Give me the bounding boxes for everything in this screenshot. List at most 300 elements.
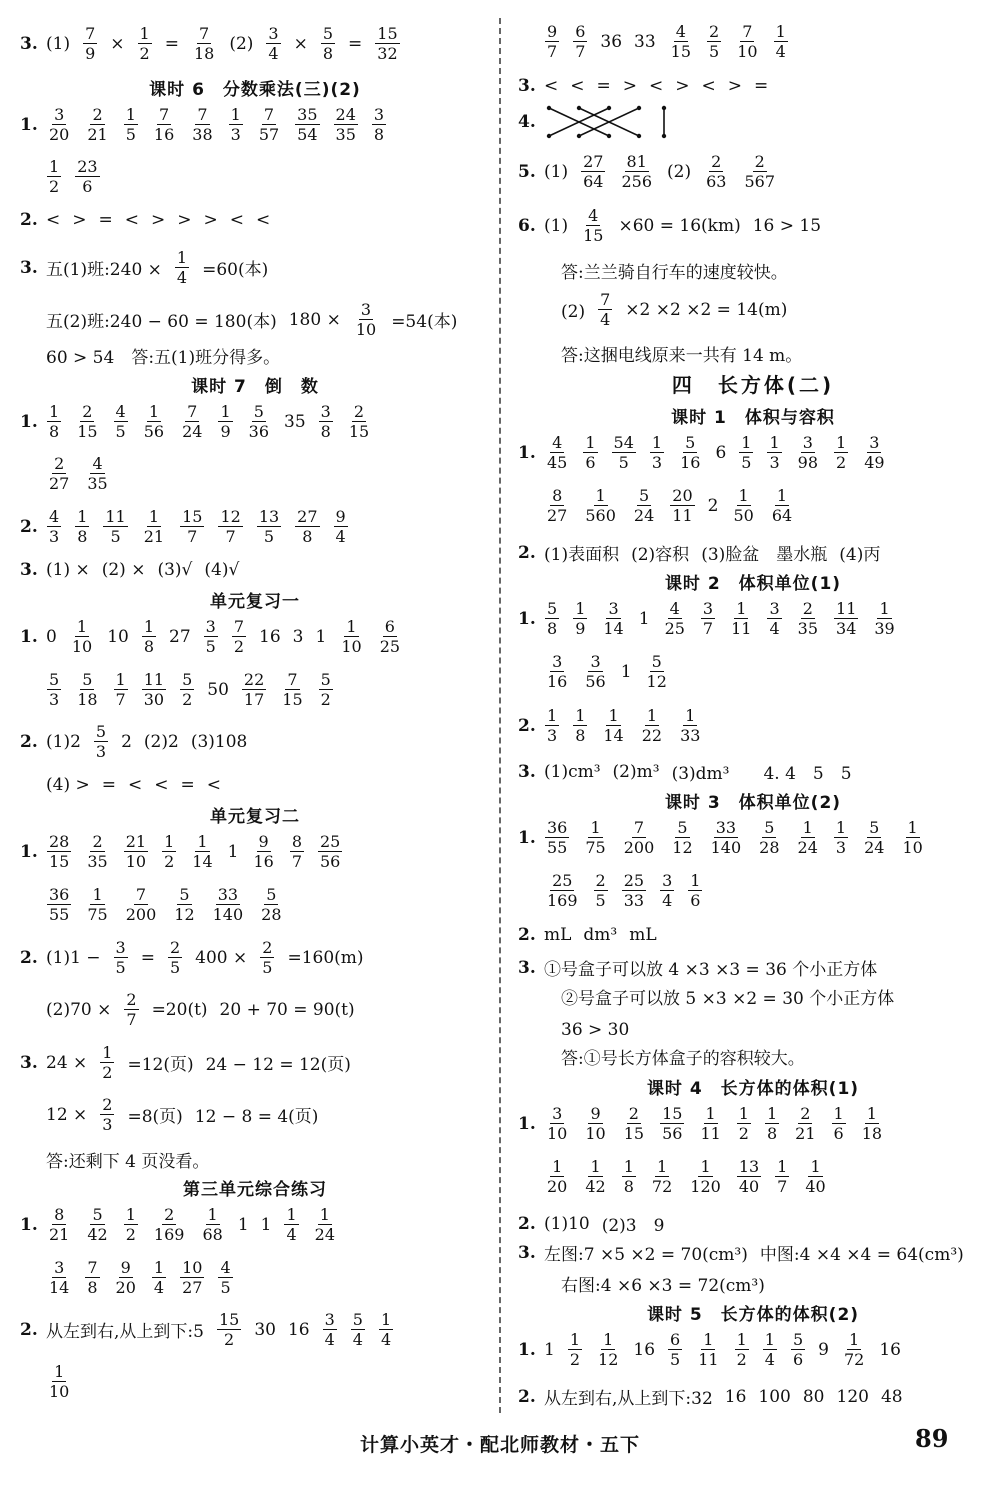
answer-row <box>518 1240 976 1265</box>
answer-item <box>760 1240 964 1265</box>
fraction <box>319 670 333 709</box>
fraction <box>70 617 94 656</box>
answer-item <box>734 22 760 61</box>
answer-items <box>46 832 355 871</box>
fraction <box>619 152 654 191</box>
denominator: 4 <box>352 1330 363 1349</box>
answer-row <box>20 1362 84 1401</box>
question-number: 3. <box>518 957 536 978</box>
numerator: 5 <box>869 818 880 837</box>
answer-text: 24 − 12 = 12(页) <box>205 1055 351 1075</box>
denominator: 3 <box>49 527 60 546</box>
answer-item <box>572 706 588 745</box>
denominator: 10 <box>125 852 147 871</box>
fraction <box>172 885 196 924</box>
answer-item <box>754 76 768 96</box>
answer-text: 180 × <box>288 309 341 330</box>
answer-item <box>46 560 90 580</box>
numerator: 5 <box>685 433 696 452</box>
answer-text: (2)70 × <box>46 999 112 1020</box>
answer-items <box>46 1205 350 1244</box>
numerator: 2 <box>82 402 93 421</box>
answer-text: 100 <box>758 1386 791 1407</box>
numerator: 3 <box>268 24 279 43</box>
numerator: 1 <box>346 617 357 636</box>
answer-item <box>46 255 162 280</box>
answer-item <box>102 560 146 580</box>
denominator: 6 <box>585 453 596 472</box>
answer-text: =8(页) <box>127 1107 183 1127</box>
denominator: 57 <box>258 125 280 144</box>
answer-item <box>137 24 153 63</box>
answer-item <box>157 560 192 580</box>
answer-items <box>544 1044 817 1069</box>
numerator: 9 <box>590 1104 601 1123</box>
fraction <box>75 670 99 709</box>
answer-text: 答:①号长方体盒子的容积较大。 <box>544 1049 805 1069</box>
numerator: 5 <box>638 486 650 505</box>
answer-item <box>649 76 663 96</box>
numerator: 1 <box>833 1104 844 1123</box>
answer-items <box>46 248 280 287</box>
fraction <box>372 105 386 144</box>
fraction <box>775 1157 789 1196</box>
numerator: 7 <box>633 818 645 837</box>
answer-item <box>544 341 802 366</box>
answer-text: 2 <box>121 731 132 752</box>
denominator: 55 <box>547 838 568 857</box>
denominator: 3 <box>769 453 780 472</box>
answer-item <box>206 1050 351 1075</box>
answer-text: (1)2 <box>46 731 81 752</box>
answer-item <box>738 433 754 472</box>
answer-text: > <box>151 210 166 230</box>
numerator: 7 <box>158 105 170 124</box>
numerator: 5 <box>253 402 264 421</box>
numerator: 25 <box>552 871 573 890</box>
answer-item <box>113 1258 139 1297</box>
answer-text: (1) <box>544 215 569 236</box>
fraction <box>545 22 559 61</box>
numerator: 36 <box>49 885 70 904</box>
answer-item <box>228 105 244 144</box>
fraction <box>152 1205 187 1244</box>
column-divider <box>499 18 501 1413</box>
numerator: 7 <box>287 670 298 689</box>
numerator: 5 <box>320 670 331 689</box>
answer-item <box>570 76 584 96</box>
fraction <box>862 818 886 857</box>
answer-text: 1 <box>544 1339 555 1360</box>
answer-text: 2 <box>707 495 719 516</box>
answer-row <box>20 1043 363 1082</box>
denominator: 4 <box>286 1225 297 1244</box>
answer-item <box>74 670 100 709</box>
answer-item <box>261 1215 272 1235</box>
numerator: 2 <box>54 454 65 473</box>
answer-item <box>246 402 272 441</box>
answer-text: < <box>154 775 169 795</box>
denominator: 3 <box>49 690 60 709</box>
numerator: 5 <box>677 818 688 837</box>
section-heading <box>20 75 490 100</box>
answer-item <box>84 1205 110 1244</box>
fraction <box>668 1330 682 1369</box>
numerator: 6 <box>575 22 586 41</box>
answer-item <box>677 706 703 745</box>
question-number: 2. <box>20 516 38 537</box>
answer-row <box>518 433 900 472</box>
denominator: 14 <box>49 1278 70 1297</box>
fraction <box>259 885 283 924</box>
denominator: 56 <box>662 1124 683 1143</box>
answer-text: < <box>124 210 139 230</box>
answer-item <box>217 402 233 441</box>
answer-item <box>46 507 62 546</box>
answer-item <box>631 486 657 525</box>
answer-item <box>99 210 113 230</box>
answer-text: = <box>98 210 113 230</box>
denominator: 5 <box>110 527 121 546</box>
answer-item <box>151 105 177 144</box>
numerator: 5 <box>547 599 558 618</box>
question-number: 4. <box>518 112 536 132</box>
answer-item <box>46 1000 111 1020</box>
answer-row <box>20 1310 406 1349</box>
answer-items <box>544 290 799 329</box>
answer-row <box>518 925 669 945</box>
fraction <box>251 832 275 871</box>
denominator: 98 <box>797 453 819 472</box>
denominator: 12 <box>646 672 667 691</box>
fraction <box>622 1157 636 1196</box>
numerator: 11 <box>105 507 126 526</box>
answer-item <box>84 832 110 871</box>
numerator: 7 <box>233 617 245 636</box>
answer-item <box>899 818 925 857</box>
fraction <box>295 105 319 144</box>
fraction <box>545 599 559 638</box>
denominator: 14 <box>603 726 624 745</box>
section-heading <box>518 1300 988 1325</box>
denominator: 4 <box>769 619 780 638</box>
answer-item <box>191 732 248 752</box>
fraction <box>688 871 702 910</box>
answer-item <box>544 1271 765 1296</box>
denominator: 140 <box>710 838 742 857</box>
answer-row <box>518 984 906 1009</box>
question-number: 5. <box>518 161 536 182</box>
fraction <box>583 433 597 472</box>
numerator: 1 <box>646 706 657 725</box>
answer-item <box>659 871 675 910</box>
answer-item <box>600 599 626 638</box>
matching-dot <box>547 106 551 110</box>
numerator: 3 <box>324 1310 335 1329</box>
numerator: 2 <box>754 152 765 171</box>
numerator: 2 <box>262 938 273 957</box>
fraction <box>660 871 674 910</box>
fraction <box>601 599 625 638</box>
answer-row <box>20 990 367 1029</box>
answer-item <box>123 885 160 924</box>
answer-items <box>544 1271 777 1296</box>
denominator: 50 <box>733 506 754 525</box>
answer-text: (4)丙 <box>839 545 881 565</box>
answer-item <box>597 76 611 96</box>
answer-items <box>46 210 282 230</box>
answer-item <box>123 105 139 144</box>
numerator: 3 <box>205 617 216 636</box>
numerator: 1 <box>703 1330 714 1349</box>
answer-item <box>371 105 387 144</box>
answer-items <box>46 722 259 761</box>
answer-item <box>602 1211 665 1236</box>
answer-item <box>544 652 570 691</box>
fraction <box>545 1157 569 1196</box>
numerator: 27 <box>297 507 318 526</box>
numerator: 81 <box>626 152 647 171</box>
fraction <box>862 433 886 472</box>
answer-text: 48 <box>880 1386 903 1407</box>
answer-item <box>639 609 650 629</box>
denominator: 6 <box>833 1124 844 1143</box>
denominator: 9 <box>575 619 586 638</box>
denominator: 15 <box>623 1124 645 1143</box>
answer-text: (3)108 <box>190 731 248 752</box>
numerator: 1 <box>777 1157 788 1176</box>
answer-text: < <box>229 210 244 230</box>
answer-item <box>769 486 795 525</box>
answer-item <box>220 1000 355 1020</box>
numerator: 4 <box>49 507 60 526</box>
denominator: 40 <box>805 1177 826 1196</box>
denominator: 24 <box>314 1225 336 1244</box>
fraction <box>545 871 580 910</box>
question-number: 2. <box>518 925 536 945</box>
answer-item <box>544 540 619 565</box>
answer-item <box>259 627 281 647</box>
answer-row <box>518 152 790 191</box>
denominator: 4 <box>268 44 279 63</box>
denominator: 4 <box>335 527 346 546</box>
numerator: 1 <box>92 885 103 904</box>
denominator: 2 <box>320 690 331 709</box>
answer-text: × <box>110 33 125 54</box>
answer-text: < <box>46 210 61 230</box>
question-number: 3. <box>518 1242 536 1263</box>
denominator: 20 <box>547 1177 568 1196</box>
numerator: 1 <box>700 1157 711 1176</box>
answer-row <box>518 759 864 784</box>
answer-item <box>633 1340 655 1360</box>
numerator: 1 <box>810 1157 821 1176</box>
answer-item <box>293 627 304 647</box>
fraction <box>663 599 687 638</box>
answer-item <box>700 599 716 638</box>
answer-text: < <box>256 210 271 230</box>
answer-text: 1 <box>315 626 327 647</box>
question-number: 2. <box>20 947 38 968</box>
answer-item <box>256 507 282 546</box>
matching-dot <box>607 134 611 138</box>
fraction <box>757 818 781 857</box>
fraction <box>545 706 559 745</box>
answer-item <box>288 1320 310 1340</box>
numerator: 1 <box>690 871 701 890</box>
denominator: 567 <box>744 172 775 191</box>
fraction <box>180 507 204 546</box>
numerator: 1 <box>552 1157 563 1176</box>
denominator: 35 <box>335 125 356 144</box>
denominator: 5 <box>220 1278 231 1297</box>
answer-item <box>618 216 740 236</box>
answer-item <box>764 1104 780 1143</box>
answer-items <box>544 258 800 283</box>
numerator: 1 <box>849 1330 860 1349</box>
answer-item <box>46 1258 72 1297</box>
denominator: 56 <box>585 672 606 691</box>
answer-text: 120 <box>836 1386 869 1407</box>
answer-item <box>229 34 253 54</box>
denominator: 64 <box>583 172 604 191</box>
fraction <box>47 1258 71 1297</box>
matching-dot <box>662 106 666 110</box>
answer-row <box>20 105 399 144</box>
denominator: 5 <box>125 125 136 144</box>
answer-row <box>518 818 938 857</box>
denominator: 38 <box>192 125 213 144</box>
numerator: 2 <box>628 1104 639 1123</box>
numerator: 1 <box>76 617 88 636</box>
answer-items <box>46 1095 330 1134</box>
fraction <box>339 617 363 656</box>
answer-text: 16 <box>259 626 281 647</box>
fraction <box>75 402 99 441</box>
numerator: 15 <box>662 1104 683 1123</box>
denominator: 4 <box>176 268 188 287</box>
answer-item <box>204 560 239 580</box>
answer-item <box>141 402 167 441</box>
section-title: 单元复习一 <box>210 592 300 612</box>
fraction <box>900 818 924 857</box>
answer-item <box>171 885 197 924</box>
answer-text: < <box>544 76 559 96</box>
answer-text: 答:这捆电线原来一共有 14 m。 <box>544 346 803 366</box>
answer-item <box>125 210 139 230</box>
answer-item <box>195 948 247 968</box>
numerator: 5 <box>49 670 60 689</box>
fraction <box>124 990 138 1029</box>
answer-text: (2) <box>544 302 586 322</box>
answer-items <box>544 652 682 691</box>
numerator: 13 <box>258 507 280 526</box>
numerator: 7 <box>87 1258 98 1277</box>
matching-dot <box>637 106 641 110</box>
fraction <box>791 1330 805 1369</box>
denominator: 11 <box>731 619 752 638</box>
answer-item <box>123 1205 139 1244</box>
fraction <box>85 1205 109 1244</box>
fraction <box>75 507 89 546</box>
denominator: 10 <box>341 637 362 656</box>
matching-dot <box>547 134 551 138</box>
answer-items <box>46 1258 246 1297</box>
numerator: 1 <box>623 1157 634 1176</box>
answer-item <box>861 818 887 857</box>
answer-text: 9 <box>818 1339 829 1360</box>
numerator: 1 <box>197 832 208 851</box>
answer-item <box>74 157 100 196</box>
answer-row <box>20 1258 246 1297</box>
numerator: 2 <box>709 22 720 41</box>
answer-row <box>20 1147 221 1172</box>
fraction <box>100 1095 114 1134</box>
numerator: 35 <box>297 105 318 124</box>
answer-text: (2)m³ <box>612 761 660 782</box>
denominator: 12 <box>672 838 693 857</box>
answer-item <box>320 24 336 63</box>
denominator: 2 <box>164 852 175 871</box>
numerator: 36 <box>547 818 568 837</box>
matching-dot <box>577 106 581 110</box>
numerator: 4 <box>92 454 103 473</box>
answer-item <box>254 1320 276 1340</box>
denominator: 12 <box>598 1350 619 1369</box>
numerator: 2 <box>595 871 606 890</box>
answer-items <box>46 560 251 580</box>
answer-item <box>241 670 267 709</box>
answer-item <box>279 670 305 709</box>
fraction <box>217 1310 241 1349</box>
numerator: 1 <box>835 818 847 837</box>
numerator: 5 <box>792 1330 804 1349</box>
denominator: 27 <box>182 1278 203 1297</box>
fraction <box>103 507 127 546</box>
answer-items <box>544 1240 976 1265</box>
denominator: 4 <box>600 310 611 329</box>
answer-items <box>544 925 669 945</box>
denominator: 8 <box>302 527 313 546</box>
numerator: 6 <box>670 1330 681 1349</box>
denominator: 17 <box>243 690 265 709</box>
denominator: 20 <box>49 125 70 144</box>
answer-item <box>46 343 280 368</box>
numerator: 1 <box>207 1205 218 1224</box>
fraction <box>583 1157 607 1196</box>
answer-text: 36 > 30 <box>544 1020 630 1040</box>
fraction <box>622 818 657 857</box>
answer-text: 答:兰兰骑自行车的速度较快。 <box>544 263 788 283</box>
answer-item <box>766 433 782 472</box>
fraction <box>704 152 728 191</box>
numerator: 1 <box>866 1104 877 1123</box>
answer-item <box>644 652 670 691</box>
fraction <box>660 1104 684 1143</box>
answer-item <box>795 433 821 472</box>
answer-item <box>544 297 585 322</box>
denominator: 2 <box>182 690 193 709</box>
answer-item <box>741 152 778 191</box>
answer-item <box>74 402 100 441</box>
fraction <box>284 1205 298 1244</box>
denominator: 5 <box>670 1350 681 1369</box>
answer-item <box>639 706 665 745</box>
matching-lines-diagram <box>544 104 674 140</box>
denominator: 5 <box>709 42 720 61</box>
question-number: 3. <box>20 560 38 580</box>
denominator: 28 <box>759 838 780 857</box>
